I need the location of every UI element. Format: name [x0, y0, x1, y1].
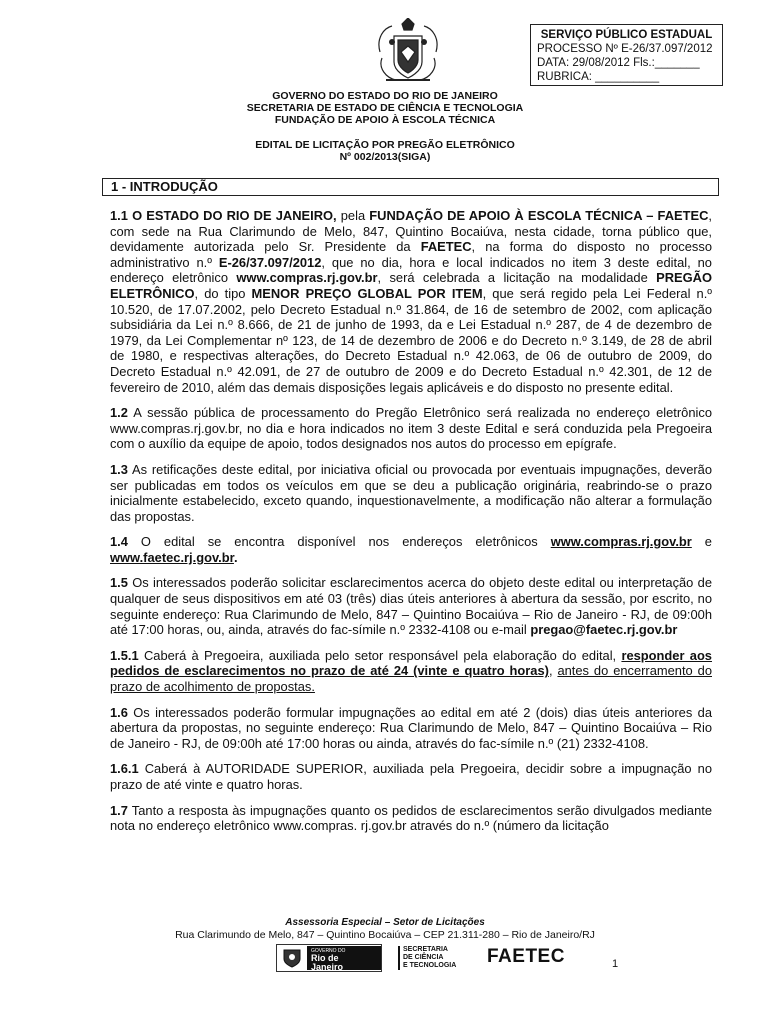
- item-number: 1.1: [110, 208, 128, 223]
- text: , que será regido pela Lei Federal n.º 10.520, de 17.07.2002, pelo Decreto Estadual n.º 31.864, de 16 de setembro de 2002, com aplicação subsidiária da Lei n.º 8.666, de 21 de junho de 1993, da e Lei Estadual n.º 287, de 4 de dezembro de 1979, da Lei Complementar nº 123, de 14 de dezembro de 2006 e do Decreto n.º 3.149, de 28 de abril de 1980, e respectivas alterações, do Decreto Estadual n.º 42.063, de 06 de outubro de 2009, do Decreto Estadual n.º 42.091, de 27 de outubro de 2009 e do Decreto Estadual n.º 42.301, de 12 de fevereiro de 2010, além das demais disposições legais aplicáveis e do disposto no presente edital.: [110, 285, 712, 395]
- bold-text: PREGÃO ELETRÔNICO: [110, 270, 712, 301]
- sec-line2: DE CIÊNCIA: [403, 954, 444, 961]
- text: pela: [336, 208, 370, 223]
- stamp-process: PROCESSO Nº E-26/37.097/2012: [537, 43, 713, 55]
- gov-rj-badge-icon: [277, 945, 307, 971]
- edital-title: EDITAL DE LICITAÇÃO POR PREGÃO ELETRÔNICO: [255, 139, 515, 151]
- link-compras[interactable]: www.compras.rj.gov.br: [236, 270, 378, 286]
- sec-line1: SECRETARIA: [403, 946, 448, 953]
- sec-line3: E TECNOLOGIA: [403, 962, 457, 969]
- paragraph-1-4: [110, 534, 712, 565]
- paragraph-1-6: [110, 705, 712, 752]
- underlined-text: antes do encerramento do prazo de acolhimento de propostas.: [110, 663, 712, 695]
- document-body: [110, 208, 712, 844]
- item-number: 1.6.1: [110, 761, 139, 777]
- text: Caberá à AUTORIDADE SUPERIOR, auxiliada pela Pregoeira, decidir sobre a impugnação no prazo de até vinte e quatro horas.: [110, 761, 712, 792]
- item-number: 1.3: [110, 461, 128, 477]
- text: e: [691, 534, 712, 550]
- text: O edital se encontra disponível nos endereços eletrônicos: [127, 534, 551, 550]
- text: Caberá à Pregoeira, auxiliada pelo setor responsável pela elaboração do edital,: [138, 647, 622, 663]
- gov-logo-line1: Rio de: [311, 953, 339, 963]
- stamp-date: DATA: 29/08/2012 Fls.:_______: [537, 57, 700, 69]
- header-secretaria: SECRETARIA DE ESTADO DE CIÊNCIA E TECNOLOGIA: [246, 102, 524, 114]
- item-number: 1.4: [110, 534, 128, 550]
- item-number: 1.5.1: [110, 647, 139, 663]
- paragraph-1-3: [110, 462, 712, 524]
- text: , que no dia, hora e local indicados no item 3 deste edital, no endereço eletrônico: [110, 254, 712, 286]
- text: , na forma do disposto no processo administrativo n.º: [110, 239, 712, 270]
- link-compras[interactable]: www.compras.rj.gov.br: [550, 534, 692, 550]
- item-number: 1.2: [110, 405, 128, 421]
- text: As retificações deste edital, por iniciativa oficial ou provocada por eventuais impugnações, deverão ser publicadas em todos os veículos em que se deu a publicação originária, reabrindo-se o prazo inicialmente estabelecido, exceto quando, inquestionavelmente, a modificação não alterar a formulação das propostas.: [110, 461, 712, 524]
- text: , será celebrada a licitação na modalidade: [377, 270, 657, 286]
- faetec-logo: [487, 946, 565, 968]
- link-faetec[interactable]: www.faetec.rj.gov.br: [110, 549, 234, 565]
- text: .: [233, 549, 238, 565]
- bold-text: FAETEC: [420, 239, 472, 255]
- protocol-stamp: [530, 24, 723, 86]
- paragraph-1-6-1: [110, 761, 712, 792]
- item-number: 1.5: [110, 575, 128, 591]
- section-title: 1 - INTRODUÇÃO: [102, 178, 719, 196]
- paragraph-1-2: [110, 405, 712, 452]
- bold-text: FUNDAÇÃO DE APOIO À ESCOLA TÉCNICA – FAETEC: [369, 208, 709, 223]
- gov-rj-logo-text: [307, 946, 381, 970]
- bold-text: O ESTADO DO RIO DE JANEIRO,: [132, 208, 337, 223]
- text: Os interessados poderão solicitar esclarecimentos acerca do objeto deste edital ou interpretação de qualquer de seus dispositivos em até 03 (três) dias úteis anteriores à abertura da sessão, por escrito, no seguinte endereço: Rua Clarimundo de Melo, 847 – Quintino Bocaiúva – Rio de Janeiro - RJ, de 09:00h até 17:00 horas, ou, ainda, através do fac-símile n.º 2332-4108 ou e-mail: [110, 575, 712, 638]
- text: A sessão pública de processamento do Pregão Eletrônico será realizada no endereço eletrônico www.compras.rj.gov.br, no dia e hora indicados no item 3 deste Edital e será conduzida pela Pregoeira com o auxílio da equipe de apoio, todos designados nos autos do processo em epígrafe.: [110, 405, 712, 452]
- edital-number: Nº 002/2013(SIGA): [339, 151, 431, 163]
- gov-rj-logo: [276, 944, 382, 972]
- gov-logo-line2: Janeiro: [311, 962, 344, 972]
- paragraph-1-1: [110, 208, 712, 395]
- text: ,: [548, 663, 558, 679]
- secretaria-logo: [398, 946, 456, 970]
- paragraph-1-5-1: [110, 648, 712, 695]
- stamp-rubrica: RUBRICA: __________: [537, 71, 660, 83]
- paragraph-1-7: [110, 803, 712, 834]
- stamp-title: SERVIÇO PÚBLICO ESTADUAL: [540, 29, 713, 41]
- header-gov: GOVERNO DO ESTADO DO RIO DE JANEIRO: [272, 90, 498, 102]
- email-link[interactable]: pregao@faetec.rj.gov.br: [530, 622, 678, 638]
- underlined-bold-text: responder aos pedidos de esclarecimentos no prazo de até 24 (vinte e quatro horas): [110, 647, 712, 679]
- bold-text: E-26/37.097/2012: [218, 254, 322, 270]
- footer-title: Assessoria Especial – Setor de Licitações: [285, 917, 485, 928]
- text: , com sede na Rua Clarimundo de Melo, 847, Quintino Bocaiúva, nesta cidade, torna público que, devidamente autorizada pelo Sr. Presidente da: [110, 208, 712, 255]
- text: Os interessados poderão formular impugnações ao edital em até 2 (dois) dias úteis anteriores da abertura da propostas, no seguinte endereço: Rua Clarimundo de Melo, 847 – Quintino Bocaiúva – Rio de Janeiro - RJ, de 09:00h até 17:00 horas ou ainda, através do fac-símile n.º (21) 2332-4108.: [110, 704, 712, 751]
- page-number: 1: [612, 958, 619, 970]
- item-number: 1.6: [110, 704, 128, 720]
- faetec-logo-text: FAETEC: [487, 946, 565, 967]
- text: , do tipo: [194, 285, 252, 301]
- footer-address: Rua Clarimundo de Melo, 847 – Quintino Bocaiúva – CEP 21.311-280 – Rio de Janeiro/RJ: [175, 929, 595, 941]
- header-fundacao: FUNDAÇÃO DE APOIO À ESCOLA TÉCNICA: [274, 114, 496, 126]
- coat-of-arms-icon: [372, 18, 444, 88]
- paragraph-1-5: [110, 575, 712, 637]
- item-number: 1.7: [110, 802, 128, 818]
- text: Tanto a resposta às impugnações quanto os pedidos de esclarecimentos serão divulgados mediante nota no endereço eletrônico www.compras. rj.gov.br através do n.º (número da licitação: [110, 802, 712, 834]
- gov-logo-small: GOVERNO DO: [311, 948, 346, 954]
- bold-text: MENOR PREÇO GLOBAL POR ITEM: [251, 285, 483, 301]
